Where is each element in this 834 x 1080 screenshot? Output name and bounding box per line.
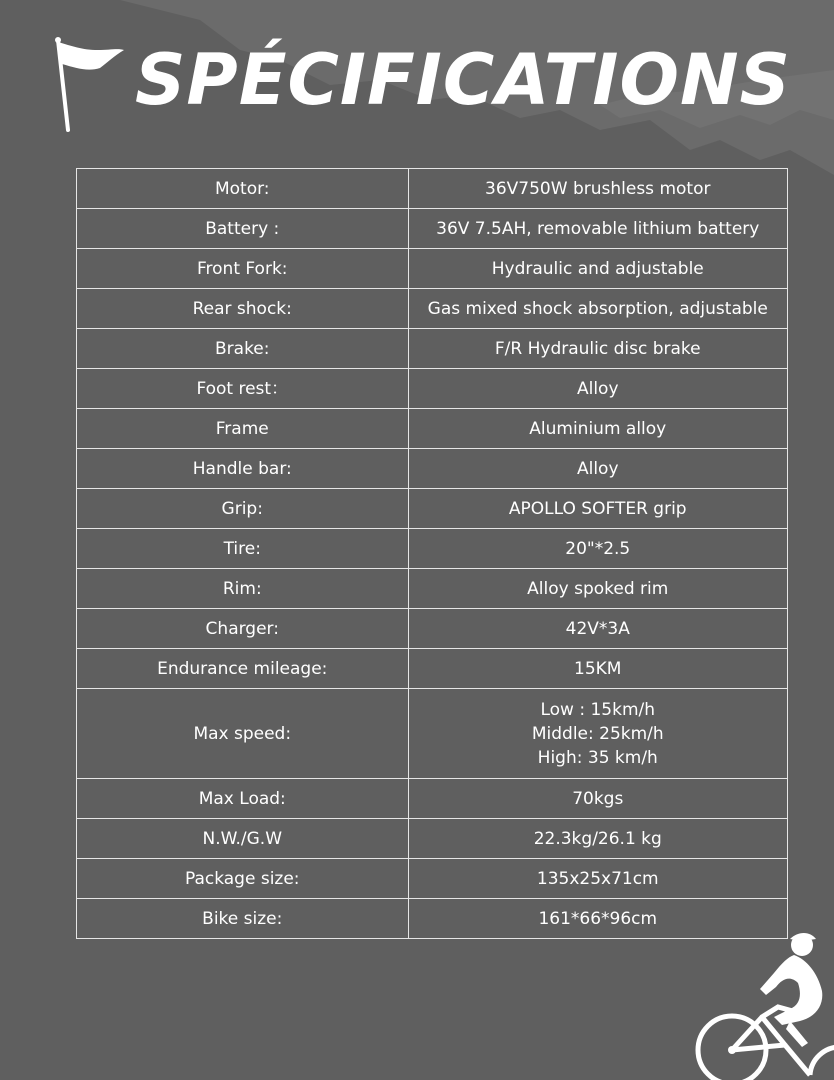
spec-label: Rear shock: [77, 289, 409, 329]
spec-label: Frame [77, 409, 409, 449]
table-row [77, 369, 788, 409]
table-row [77, 649, 788, 689]
spec-label: Motor: [77, 169, 409, 209]
table-row [77, 859, 788, 899]
spec-value: Alloy spoked rim [408, 569, 787, 609]
spec-value: 20"*2.5 [408, 529, 787, 569]
spec-value: Alloy [408, 369, 787, 409]
spec-value: Gas mixed shock absorption, adjustable [408, 289, 787, 329]
table-row [77, 819, 788, 859]
table-row [77, 569, 788, 609]
spec-value: APOLLO SOFTER grip [408, 489, 787, 529]
spec-value-line: Low : 15km/h [540, 699, 656, 720]
spec-value: Alloy [408, 449, 787, 489]
spec-label: Foot rest： [77, 369, 409, 409]
table-row [77, 289, 788, 329]
spec-label: Grip: [77, 489, 409, 529]
spec-label: Charger: [77, 609, 409, 649]
table-row [77, 449, 788, 489]
spec-value: 36V750W brushless motor [408, 169, 787, 209]
table-row [77, 529, 788, 569]
spec-value: 36V 7.5AH, removable lithium battery [408, 209, 787, 249]
spec-label: Tire: [77, 529, 409, 569]
spec-label: Front Fork: [77, 249, 409, 289]
spec-label: Max speed: [77, 689, 409, 779]
table-row [77, 409, 788, 449]
spec-value: 135x25x71cm [408, 859, 787, 899]
spec-label: Bike size: [77, 899, 409, 939]
table-row [77, 209, 788, 249]
spec-value: 22.3kg/26.1 kg [408, 819, 787, 859]
spec-value: Hydraulic and adjustable [408, 249, 787, 289]
spec-label: Package size: [77, 859, 409, 899]
table-row [77, 899, 788, 939]
table-row [77, 489, 788, 529]
spec-label: Rim: [77, 569, 409, 609]
table-row [77, 689, 788, 779]
spec-label: N.W./G.W [77, 819, 409, 859]
spec-value: 70kgs [408, 779, 787, 819]
spec-label: Endurance mileage: [77, 649, 409, 689]
spec-value-line: Middle: 25km/h [531, 723, 664, 744]
spec-value: 161*66*96cm [408, 899, 787, 939]
spec-value: F/R Hydraulic disc brake [408, 329, 787, 369]
spec-value-line: High: 35 km/h [537, 747, 658, 768]
table-row [77, 609, 788, 649]
flag-icon [50, 36, 130, 136]
spec-label: Max Load: [77, 779, 409, 819]
spec-label: Brake: [77, 329, 409, 369]
cyclist-icon [690, 925, 834, 1080]
spec-value: 15KM [408, 649, 787, 689]
spec-value: 42V*3A [408, 609, 787, 649]
table-row [77, 249, 788, 289]
table-row [77, 779, 788, 819]
spec-value: Aluminium alloy [408, 409, 787, 449]
table-row [77, 169, 788, 209]
spec-label: Handle bar: [77, 449, 409, 489]
spec-label: Battery : [77, 209, 409, 249]
specifications-table [76, 168, 788, 939]
page-title: SPÉCIFICATIONS [135, 39, 791, 121]
table-row [77, 329, 788, 369]
spec-value-multiline [408, 689, 787, 779]
